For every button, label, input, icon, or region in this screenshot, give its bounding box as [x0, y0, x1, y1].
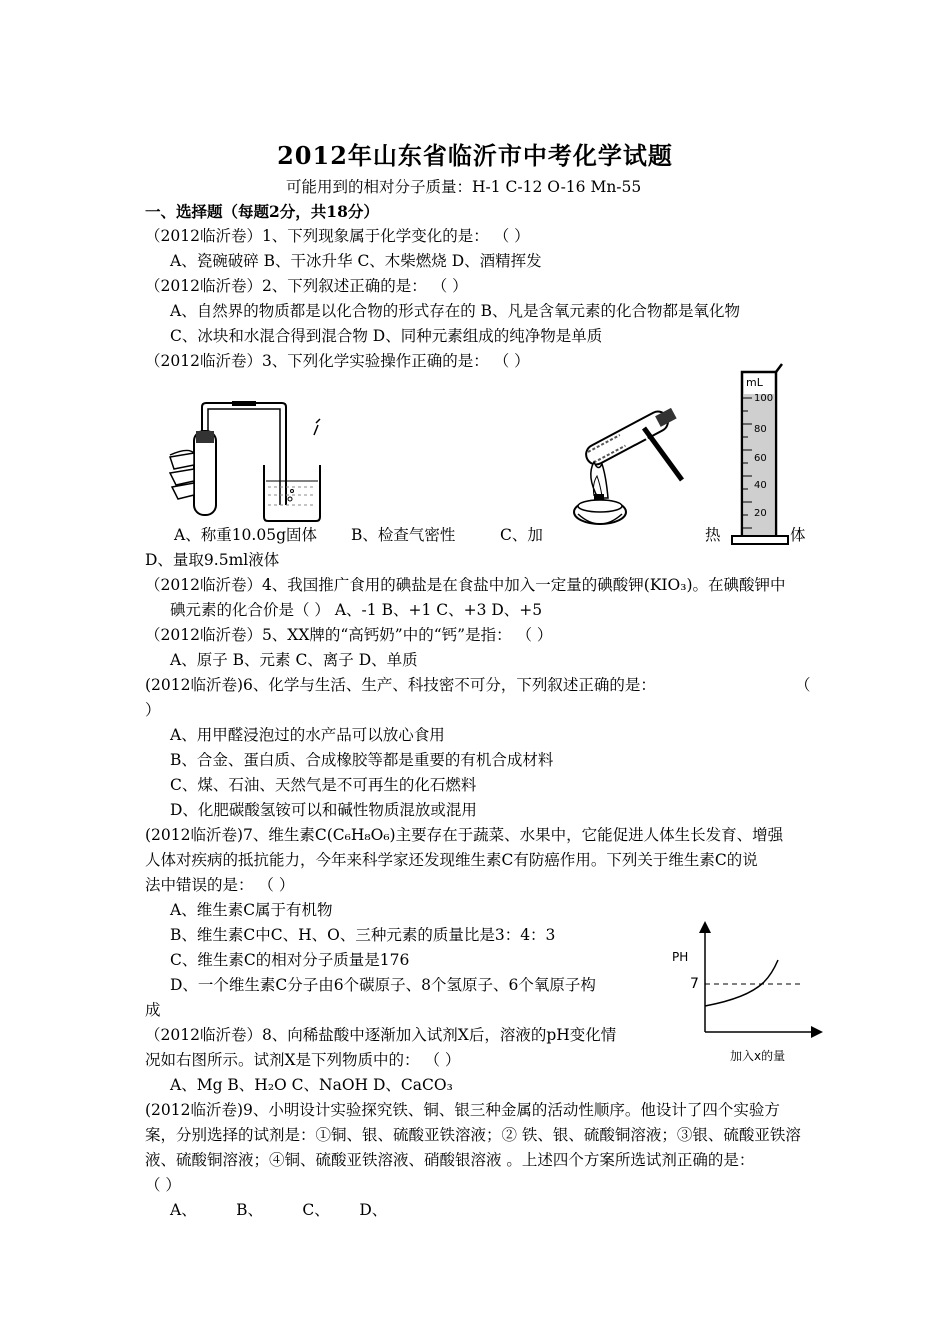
section-heading: 一、选择题（每题2分，共18分）: [145, 202, 379, 221]
question-9-line3: 液、硫酸铜溶液；④铜、硫酸亚铁溶液、硝酸银溶液 。上述四个方案所选试剂正确的是：: [145, 1151, 755, 1169]
question-8-options: A、Mg B、H₂O C、NaOH D、CaCO₃: [170, 1076, 453, 1094]
cylinder-tick: 60: [754, 453, 767, 464]
question-2-options-line2: C、冰块和水混合得到混合物 D、同种元素组成的纯净物是单质: [170, 327, 603, 345]
question-7-option-d: D、一个维生素C分子由6个碳原子、8个氢原子、6个氧原子构: [170, 976, 596, 994]
ph-graph-ylabel: PH: [672, 950, 689, 964]
question-3-stem: （2012临沂卷）3、下列化学实验操作正确的是： （ ）: [145, 352, 530, 370]
question-8-line1: （2012临沂卷）8、向稀盐酸中逐渐加入试剂X后，溶液的pH变化情: [145, 1026, 617, 1044]
question-6-option-d: D、化肥碳酸氢铵可以和碱性物质混放或混用: [170, 801, 477, 819]
question-5-options: A、原子 B、元素 C、离子 D、单质: [170, 651, 418, 669]
question-1-options: A、瓷碗破碎 B、干冰升华 C、木柴燃烧 D、酒精挥发: [170, 252, 542, 270]
question-9-line2: 案，分别选择的试剂是：①铜、银、硫酸亚铁溶液；② 铁、银、硫酸铜溶液；③银、硫酸亚铁溶: [145, 1126, 801, 1144]
question-3-option-d: D、量取9.5ml液体: [145, 551, 280, 569]
question-3-option-c-part2: 热: [705, 526, 721, 544]
ph-graph-ytick: 7: [690, 976, 699, 992]
question-3-option-c-part1: C、加: [500, 526, 543, 544]
question-9-options: A、 B、 C、 D、: [170, 1201, 388, 1219]
question-2-options-line1: A、自然界的物质都是以化合物的形式存在的 B、凡是含氧元素的化合物都是氧化物: [170, 302, 741, 320]
airtightness-figure: [170, 395, 330, 525]
cylinder-tick: 100: [754, 393, 774, 404]
cylinder-tick: 20: [754, 508, 767, 519]
question-8-line2: 况如右图所示。试剂X是下列物质中的： （ ）: [145, 1051, 461, 1069]
cylinder-tick: 40: [754, 480, 767, 491]
question-5-stem: （2012临沂卷）5、XX牌的“高钙奶”中的“钙”是指： （ ）: [145, 626, 553, 644]
cylinder-figure: [730, 362, 790, 547]
question-7-line3: 法中错误的是： （ ）: [145, 876, 295, 894]
question-9-line1: (2012临沂卷)9、小明设计实验探究铁、铜、银三种金属的活动性顺序。他设计了四个实验方: [145, 1101, 780, 1119]
question-6-option-a: A、用甲醛浸泡过的水产品可以放心食用: [170, 726, 445, 744]
question-7-option-b: B、维生素C中C、H、O、三种元素的质量比是3：4：3: [170, 926, 556, 944]
question-4-line1: （2012临沂卷）4、我国推广食用的碘盐是在食盐中加入一定量的碘酸钾(KIO₃)。在碘酸钾中: [145, 576, 786, 594]
question-7-option-a: A、维生素C属于有机物: [170, 901, 333, 919]
question-3-option-b: B、检查气密性: [351, 526, 456, 544]
cylinder-unit: mL: [746, 376, 763, 389]
question-6-stem: (2012临沂卷)6、化学与生活、生产、科技密不可分，下列叙述正确的是：: [145, 676, 656, 694]
cylinder-tick: 80: [754, 424, 767, 435]
heating-figure: [572, 398, 692, 533]
page-title: 2012年山东省临沂市中考化学试题: [277, 141, 673, 170]
question-6-paren-open: （: [795, 676, 811, 694]
question-7-line1: (2012临沂卷)7、维生素C(C₆H₈O₆)主要存在于蔬菜、水果中，它能促进人体生长发育、增强: [145, 826, 784, 844]
subtitle: 可能用到的相对分子质量：H-1 C-12 O-16 Mn-55: [286, 178, 642, 196]
question-1-stem: （2012临沂卷）1、下列现象属于化学变化的是： （ ）: [145, 227, 530, 245]
ph-graph-xlabel: 加入x的量: [730, 1049, 786, 1063]
ph-graph: [668, 920, 828, 1070]
question-4-line2: 碘元素的化合价是（ ） A、-1 B、+1 C、+3 D、+5: [170, 601, 543, 619]
question-3-option-c-part3: 体: [790, 526, 806, 544]
question-7-line2: 人体对疾病的抵抗能力，今年来科学家还发现维生素C有防癌作用。下列关于维生素C的说: [145, 851, 758, 869]
question-6-option-c: C、煤、石油、天然气是不可再生的化石燃料: [170, 776, 477, 794]
question-7-option-c: C、维生素C的相对分子质量是176: [170, 951, 410, 969]
question-3-option-a: A、称重10.05g固体: [174, 526, 317, 544]
question-7-option-d-cont: 成: [145, 1001, 161, 1019]
question-6-option-b: B、合金、蛋白质、合成橡胶等都是重要的有机合成材料: [170, 751, 554, 769]
question-9-line4: （ ）: [145, 1176, 181, 1194]
question-6-paren-close: ）: [145, 701, 161, 719]
question-2-stem: （2012临沂卷）2、下列叙述正确的是： （ ）: [145, 277, 468, 295]
